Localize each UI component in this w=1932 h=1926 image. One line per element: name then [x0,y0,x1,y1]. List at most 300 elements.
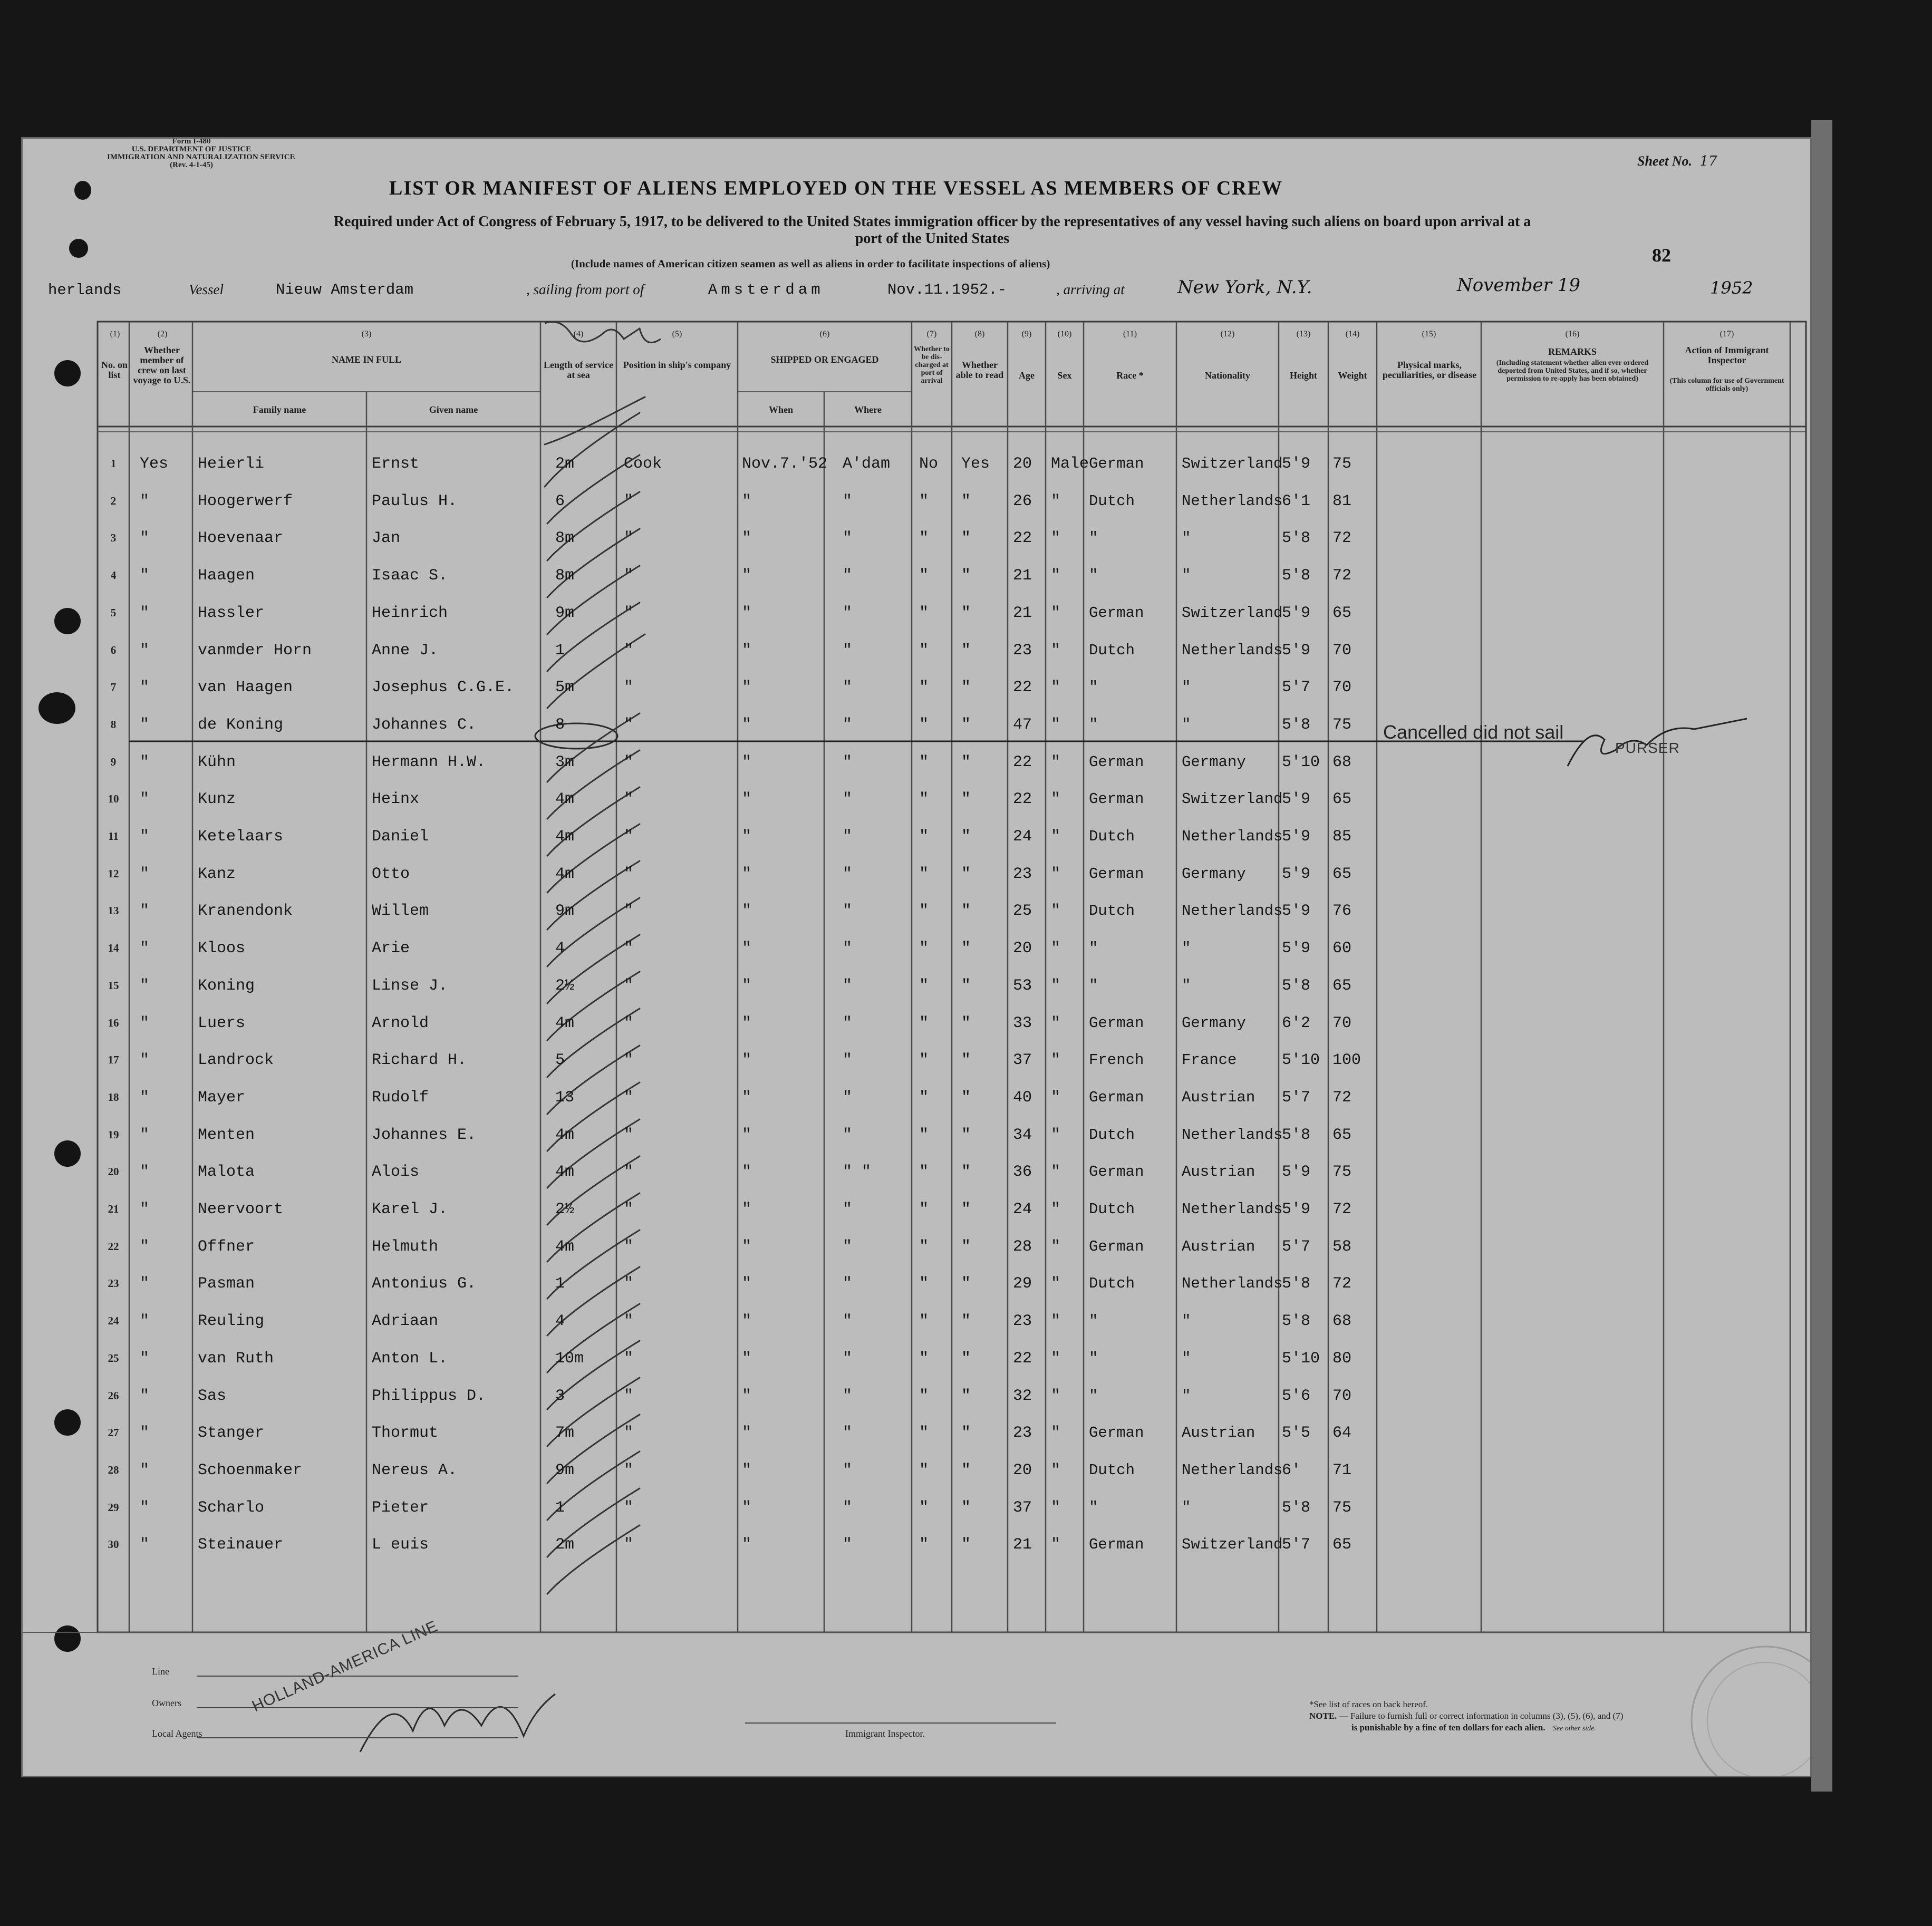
race-cell: Dutch [1089,641,1135,659]
sex-cell: " [1051,679,1061,697]
prev-voyage-cell: " [140,940,150,958]
given-name-cell: Johannes C. [372,715,477,734]
age-cell: 53 [1013,976,1032,995]
height-cell: 5'9 [1282,641,1311,660]
arrival-date: November 19 [1457,275,1580,296]
height-cell: 5'7 [1282,679,1311,697]
page-mark: 82 [1652,245,1671,266]
height-cell: 5'8 [1282,715,1311,734]
row-number: 19 [108,1128,119,1141]
col1-number: (1) [110,330,120,338]
age-cell: 34 [1013,1126,1032,1144]
sex-cell: " [1051,641,1061,660]
col-header-when: When [768,404,793,415]
weight-cell: 70 [1332,641,1352,660]
race-cell: Dutch [1089,1275,1135,1293]
height-cell: 5'8 [1282,1126,1311,1144]
shipped-where-cell: " [843,1461,853,1479]
nationality-cell: " [1182,1498,1191,1516]
nationality-cell: Germany [1182,753,1246,771]
service-length-cell: 3m [555,753,575,771]
prev-voyage-cell: " [140,1014,150,1032]
height-cell: 5'9 [1282,940,1311,958]
weight-cell: 85 [1332,828,1352,846]
subtitle-line-1: Required under Act of Congress of February 5, 1917, to be delivered to the United States immigration officer by the representatives of any vessel having such aliens on board upon arrival at a [333,214,1531,230]
height-cell: 5'8 [1282,1498,1311,1517]
weight-cell: 60 [1332,940,1352,958]
discharged-cell: No [919,455,939,473]
nationality-cell: Switzerland [1182,455,1283,472]
race-cell: German [1089,1163,1144,1181]
fine-note [1309,1711,1623,1721]
able-to-read-cell: " [961,1237,971,1256]
position-cell: " [624,679,634,697]
col-header-length-of-service: Length of service at sea [544,360,613,380]
service-length-cell: 4 [555,940,565,958]
weight-cell: 80 [1332,1349,1352,1368]
film-edge-strip [1811,120,1832,1792]
row-number: 20 [108,1165,119,1178]
height-cell: 5'10 [1282,753,1320,771]
service-length-cell: 2m [555,455,575,473]
races-note: *See list of races on back hereof. [1309,1699,1428,1709]
shipped-where-cell: " [843,679,853,697]
family-name-cell: vanmder Horn [198,641,312,660]
vessel-label: Vessel [189,282,224,297]
service-length-cell: 13 [555,1088,575,1107]
given-name-cell: Heinx [372,790,420,809]
service-length-cell: 9m [555,604,575,622]
able-to-read-cell: " [961,753,971,771]
family-name-cell: Kranendonk [198,902,293,921]
service-length-cell: 5m [555,679,575,697]
service-length-cell: 1 [555,641,565,660]
race-cell: German [1089,1536,1144,1554]
position-cell: " [624,641,634,660]
age-cell: 21 [1013,1536,1032,1554]
sailing-date: Nov.11.1952.- [887,281,1007,298]
able-to-read-cell: Yes [961,455,990,473]
sailing-port: Amsterdam [708,281,824,298]
shipped-where-cell: " [843,567,853,585]
service-length-cell: 8 [555,715,565,734]
race-cell: Dutch [1089,902,1135,920]
prev-voyage-cell: " [140,1051,150,1070]
shipped-where-cell: " [843,1126,853,1144]
position-cell: " [624,1424,634,1443]
cancel-remark: Cancelled did not sail [1383,721,1564,743]
shipped-when-cell: " [742,529,752,548]
nationality-cell: Germany [1182,865,1246,883]
sheet-label: Sheet No. [1637,153,1692,169]
shipped-when-cell: " [742,1387,752,1405]
discharged-cell: " [919,492,929,510]
age-cell: 22 [1013,790,1032,809]
discharged-cell: " [919,1349,929,1368]
position-cell: " [624,529,634,548]
age-cell: 37 [1013,1051,1032,1070]
family-name-cell: van Haagen [198,679,293,697]
row-number: 29 [108,1501,119,1514]
footer-owners-label: Owners [152,1698,181,1708]
given-name-cell: Adriaan [372,1312,439,1331]
sex-cell: " [1051,902,1061,921]
race-cell: " [1089,1498,1098,1516]
family-name-cell: Koning [198,976,255,995]
col9-number: (9) [1021,330,1032,338]
race-cell: German [1089,753,1144,771]
service-length-cell: 10m [555,1349,584,1368]
age-cell: 29 [1013,1275,1032,1293]
given-name-cell: Helmuth [372,1237,439,1256]
weight-cell: 70 [1332,1387,1352,1405]
shipped-where-cell: " [843,715,853,734]
col13-number: (13) [1296,330,1311,338]
age-cell: 24 [1013,828,1032,846]
service-length-cell: 4m [555,1163,575,1182]
prev-voyage-cell: " [140,1349,150,1368]
height-cell: 5'8 [1282,1312,1311,1331]
position-cell: " [624,1387,634,1405]
inspector-label: Immigrant Inspector. [845,1728,925,1739]
age-cell: 24 [1013,1201,1032,1218]
shipped-when-cell: " [742,828,752,846]
position-cell: " [624,1051,634,1070]
shipped-when-cell: " [742,715,752,734]
row-number: 10 [108,792,119,806]
position-cell: " [624,865,634,883]
service-length-cell: 9m [555,902,575,921]
sex-cell: " [1051,1237,1061,1256]
row-number: 25 [108,1351,119,1364]
shipped-where-cell: " [843,940,853,958]
height-cell: 6'1 [1282,492,1311,510]
able-to-read-cell: " [961,492,971,510]
discharged-cell: " [919,1536,929,1554]
arrival-year: 1952 [1710,278,1753,298]
shipped-where-cell: A'dam [843,455,891,473]
able-to-read-cell: " [961,1051,971,1070]
given-name-cell: Heinrich [372,604,448,622]
race-cell: Dutch [1089,492,1135,510]
col-header-height: Height [1290,370,1317,381]
sex-cell: " [1051,1312,1061,1331]
height-cell: 5'10 [1282,1349,1320,1368]
race-cell: " [1089,715,1098,733]
service-length-cell: 2½ [555,1201,575,1218]
family-name-cell: Neervoort [198,1201,284,1218]
prev-voyage-cell: Yes [140,455,169,473]
weight-cell: 72 [1332,567,1352,585]
able-to-read-cell: " [961,940,971,958]
able-to-read-cell: " [961,1088,971,1107]
given-name-cell: Paulus H. [372,492,458,510]
sex-cell: " [1051,715,1061,734]
age-cell: 21 [1013,604,1032,622]
weight-cell: 65 [1332,604,1352,622]
shipped-where-cell: " [843,604,853,622]
shipped-where-cell: " " [843,1163,872,1182]
able-to-read-cell: " [961,1498,971,1517]
sheet-value: 17 [1699,153,1717,169]
prev-voyage-cell: " [140,790,150,809]
prev-voyage-cell: " [140,753,150,771]
row-number: 22 [108,1240,119,1253]
prev-voyage-cell: " [140,828,150,846]
given-name-cell: Isaac S. [372,567,448,585]
sex-cell: " [1051,1424,1061,1443]
able-to-read-cell: " [961,1201,971,1218]
note-text: — Failure to furnish full or correct information in columns (3), (5), (6), and (7) [1339,1711,1624,1721]
nationality-cell: Netherlands [1182,828,1283,845]
given-name-cell: Linse J. [372,976,448,995]
given-name-cell: Philippus D. [372,1387,486,1405]
able-to-read-cell: " [961,1126,971,1144]
discharged-cell: " [919,679,929,697]
service-length-cell: 8m [555,567,575,585]
service-length-cell: 4m [555,865,575,883]
discharged-cell: " [919,1201,929,1218]
shipped-when-cell: " [742,902,752,921]
position-cell: " [624,753,634,771]
shipped-where-cell: " [843,641,853,660]
prev-voyage-cell: " [140,865,150,883]
row-number: 18 [108,1090,119,1104]
race-cell: " [1089,976,1098,994]
position-cell: " [624,715,634,734]
shipped-when-cell: " [742,567,752,585]
shipped-when-cell: " [742,790,752,809]
able-to-read-cell: " [961,1275,971,1293]
given-name-cell: Karel J. [372,1201,448,1218]
prev-voyage-cell: " [140,1126,150,1144]
prev-voyage-cell: " [140,1275,150,1293]
col17-number: (17) [1720,330,1734,338]
position-cell: " [624,976,634,995]
age-cell: 32 [1013,1387,1032,1405]
family-name-cell: Hoogerwerf [198,492,293,510]
shipped-when-cell: " [742,1237,752,1256]
weight-cell: 65 [1332,865,1352,883]
weight-cell: 68 [1332,1312,1352,1331]
age-cell: 22 [1013,753,1032,771]
form-revision: (Rev. 4-1-45) [170,161,213,169]
able-to-read-cell: " [961,529,971,548]
sex-cell: " [1051,492,1061,510]
position-cell: " [624,1498,634,1517]
sex-cell: " [1051,1498,1061,1517]
row-number: 21 [108,1203,119,1215]
nationality-cell: Austrian [1182,1424,1255,1442]
col15-number: (15) [1422,330,1436,338]
position-cell: " [624,1088,634,1107]
row-number: 24 [108,1314,119,1328]
prev-voyage-cell: " [140,679,150,697]
race-cell: German [1089,865,1144,883]
weight-cell: 65 [1332,790,1352,809]
prev-voyage-cell: " [140,1237,150,1256]
height-cell: 5'8 [1282,567,1311,585]
prev-voyage-cell: " [140,1201,150,1218]
col-header-race: Race * [1116,370,1144,381]
height-cell: 5'5 [1282,1424,1311,1443]
given-name-cell: Josephus C.G.E. [372,679,515,697]
height-cell: 5'10 [1282,1051,1320,1070]
race-cell: " [1089,567,1098,585]
row-number: 17 [108,1053,119,1067]
nationality-cell: Netherlands [1182,492,1283,510]
position-cell: " [624,1461,634,1479]
col6-number: (6) [819,330,830,338]
service-length-cell: 4 [555,1312,565,1331]
col-header-member-last-voyage: Whether member of crew on last voyage to U.S. [133,345,191,385]
shipped-where-cell: " [843,1088,853,1107]
shipped-when-cell: " [742,604,752,622]
service-length-cell: 2m [555,1536,575,1554]
service-length-cell: 9m [555,1461,575,1479]
shipped-when-cell: " [742,1424,752,1443]
shipped-when-cell: " [742,976,752,995]
shipped-when-cell: " [742,1051,752,1070]
age-cell: 22 [1013,679,1032,697]
weight-cell: 76 [1332,902,1352,921]
age-cell: 20 [1013,940,1032,958]
sex-cell: Male [1051,455,1089,473]
nationality-cell: " [1182,1312,1191,1330]
height-cell: 5'8 [1282,529,1311,548]
able-to-read-cell: " [961,976,971,995]
discharged-cell: " [919,1014,929,1032]
given-name-cell: Richard H. [372,1051,467,1070]
discharged-cell: " [919,604,929,622]
height-cell: 5'9 [1282,1163,1311,1182]
col-header-nationality: Nationality [1204,370,1250,381]
service-length-cell: 4m [555,1126,575,1144]
race-cell: German [1089,1014,1144,1032]
row-number: 4 [110,569,117,582]
age-cell: 26 [1013,492,1032,510]
shipped-when-cell: " [742,1275,752,1293]
row-number: 27 [108,1426,119,1439]
discharged-cell: " [919,1126,929,1144]
able-to-read-cell: " [961,1163,971,1182]
discharged-cell: " [919,529,929,548]
discharged-cell: " [919,940,929,958]
given-name-cell: Jan [372,529,401,548]
shipped-where-cell: " [843,1312,853,1331]
service-length-cell: 4m [555,1014,575,1032]
race-cell: Dutch [1089,828,1135,845]
col-header-remarks: REMARKS [1548,346,1597,357]
nationality-cell: Austrian [1182,1163,1255,1181]
shipped-where-cell: " [843,790,853,809]
sex-cell: " [1051,529,1061,548]
row-number: 16 [108,1016,119,1029]
shipped-where-cell: " [843,1387,853,1405]
discharged-cell: " [919,1163,929,1182]
col-header-discharged: Whether to be dis-charged at port of arrival [914,345,950,385]
position-cell: " [624,1312,634,1331]
discharged-cell: " [919,828,929,846]
shipped-where-cell: " [843,1424,853,1443]
family-name-cell: Haagen [198,567,255,585]
form-number: Form I-480 [172,137,211,146]
weight-cell: 81 [1332,492,1352,510]
race-cell: Dutch [1089,1201,1135,1218]
company-stamp: HOLLAND-AMERICA LINE [249,1617,441,1716]
service-length-cell: 1 [555,1498,565,1517]
nationality-cell: " [1182,1349,1191,1367]
given-name-cell: Antonius G. [372,1275,477,1293]
nationality-cell: Austrian [1182,1237,1255,1255]
col12-number: (12) [1220,330,1235,338]
given-name-cell: Anne J. [372,641,439,660]
discharged-cell: " [919,715,929,734]
able-to-read-cell: " [961,1349,971,1368]
shipped-when-cell: " [742,1536,752,1554]
col-header-age: Age [1019,370,1035,381]
discharged-cell: " [919,1275,929,1293]
shipped-where-cell: " [843,902,853,921]
discharged-cell: " [919,976,929,995]
row-number: 5 [110,606,117,619]
form-department: U.S. DEPARTMENT OF JUSTICE [131,145,252,153]
family-name-cell: Schoenmaker [198,1461,303,1479]
sex-cell: " [1051,1088,1061,1107]
col4-number: (4) [573,330,584,338]
height-cell: 5'7 [1282,1237,1311,1256]
discharged-cell: " [919,1461,929,1479]
row-number: 9 [110,755,117,768]
position-cell: " [624,828,634,846]
age-cell: 37 [1013,1498,1032,1517]
age-cell: 28 [1013,1237,1032,1256]
discharged-cell: " [919,753,929,771]
height-cell: 5'9 [1282,455,1311,473]
sex-cell: " [1051,940,1061,958]
weight-cell: 65 [1332,1126,1352,1144]
position-cell: " [624,902,634,921]
shipped-where-cell: " [843,1536,853,1554]
height-cell: 5'9 [1282,828,1311,846]
nationality-cell: Austrian [1182,1088,1255,1106]
nationality-cell: " [1182,940,1191,957]
shipped-when-cell: " [742,1201,752,1218]
able-to-read-cell: " [961,1461,971,1479]
race-cell: " [1089,1387,1098,1405]
position-cell: " [624,567,634,585]
sex-cell: " [1051,976,1061,995]
shipped-where-cell: " [843,1275,853,1293]
sex-cell: " [1051,1051,1061,1070]
row-number: 30 [108,1538,119,1551]
position-cell: " [624,790,634,809]
arriving-label: , arriving at [1056,282,1125,297]
age-cell: 36 [1013,1163,1032,1182]
family-name-cell: Stanger [198,1424,265,1443]
col3-number: (3) [361,330,372,338]
footer-line-label: Line [152,1666,169,1677]
discharged-cell: " [919,1424,929,1443]
family-name-cell: Malota [198,1163,255,1182]
given-name-cell: Johannes E. [372,1126,477,1144]
col-header-weight: Weight [1338,370,1367,381]
family-name-cell: Steinauer [198,1536,284,1554]
given-name-cell: Arie [372,940,410,958]
position-cell: " [624,1014,634,1032]
prev-voyage-cell: " [140,1088,150,1107]
family-name-cell: Pasman [198,1275,255,1293]
